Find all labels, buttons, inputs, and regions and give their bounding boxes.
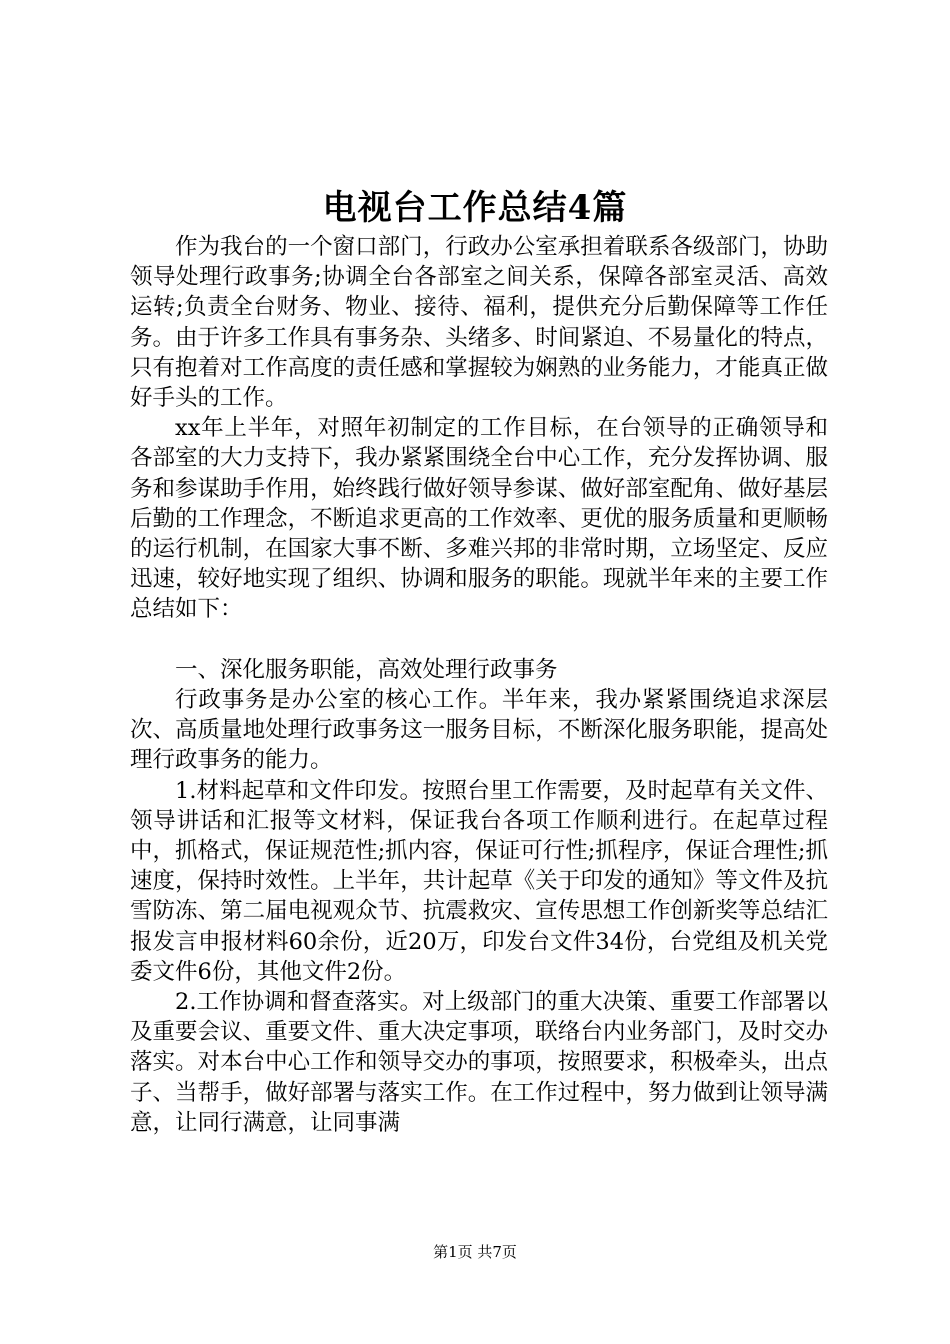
page-number-footer: 第1页 共7页 (433, 1243, 517, 1261)
paragraph-spacer (130, 625, 828, 655)
paragraph-section-1-intro: 行政事务是办公室的核心工作。半年来，我办紧紧围绕追求深层次、高质量地处理行政事务这一服务目标，不断深化服务职能，提高处理行政事务的能力。 (130, 687, 828, 774)
paragraph-summary: xx年上半年，对照年初制定的工作目标，在台领导的正确领导和各部室的大力支持下，我办紧紧围绕全台中心工作，充分发挥协调、服务和参谋助手作用，始终践行做好领导参谋、做好部室配角、做好基层后勤的工作理念，不断追求更高的工作效率、更优的服务质量和更顺畅的运行机制，在国家大事不断、多难兴邦的非常时期，立场坚定、反应迅速，较好地实现了组织、协调和服务的职能。现就半年来的主要工作总结如下： (130, 415, 828, 623)
paragraph-item-2: 2.工作协调和督查落实。对上级部门的重大决策、重要工作部署以及重要会议、重要文件、重大决定事项，联络台内业务部门，及时交办落实。对本台中心工作和领导交办的事项，按照要求，积极牵头，出点子、当帮手，做好部署与落实工作。在工作过程中，努力做到让领导满意，让同行满意，让同事满 (130, 989, 828, 1136)
paragraph-item-1: 1.材料起草和文件印发。按照台里工作需要，及时起草有关文件、领导讲话和汇报等文材料，保证我台各项工作顺利进行。在起草过程中，抓格式，保证规范性;抓内容，保证可行性;抓程序，保证合理性;抓速度，保持时效性。上半年，共计起草《关于印发的通知》等文件及抗雪防冻、第二届电视观众节、抗震救灾、宣传思想工作创新奖等总结汇报发言申报材料60余份，近20万，印发台文件34份，台党组及机关党委文件6份，其他文件2份。 (130, 777, 828, 985)
document-title: 电视台工作总结4篇 (322, 188, 628, 228)
paragraph-intro: 作为我台的一个窗口部门，行政办公室承担着联系各级部门，协助领导处理行政事务;协调全台各部室之间关系，保障各部室灵活、高效运转;负责全台财务、物业、接待、福利，提供充分后勤保障等工作任务。由于许多工作具有事务杂、头绪多、时间紧迫、不易量化的特点，只有抱着对工作高度的责任感和掌握较为娴熟的业务能力，才能真正做好手头的工作。 (130, 234, 828, 412)
section-heading-1: 一、深化服务职能，高效处理行政事务 (175, 656, 558, 683)
document-body (130, 232, 828, 1138)
